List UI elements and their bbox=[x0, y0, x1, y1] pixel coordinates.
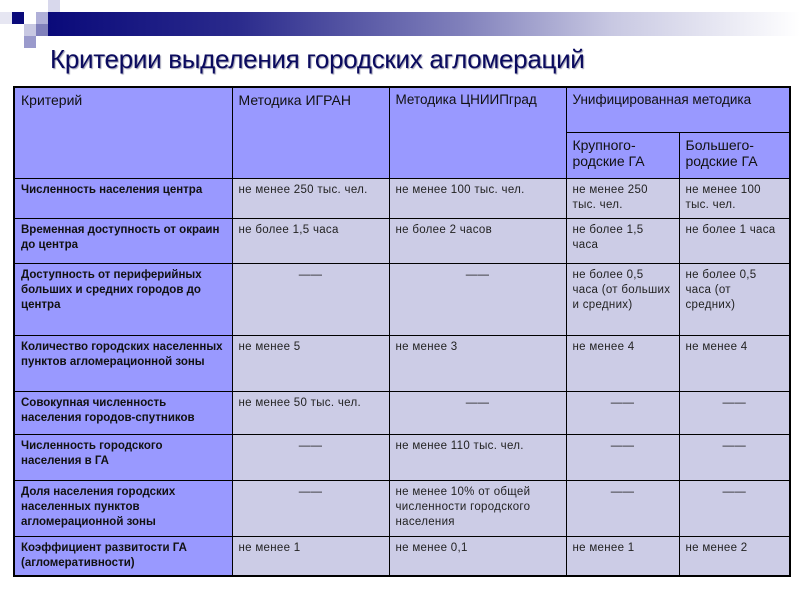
cell-igran: не менее 50 тыс. чел. bbox=[232, 391, 389, 434]
table-row bbox=[14, 335, 790, 391]
decor-square bbox=[0, 12, 12, 24]
cell-cniigrad: —— bbox=[389, 263, 566, 335]
header-largest-ga: Большего-родские ГА bbox=[679, 132, 790, 178]
cell-cniigrad: не менее 3 bbox=[389, 335, 566, 391]
cell-largest: не менее 2 bbox=[679, 536, 790, 576]
cell-cniigrad: не менее 100 тыс. чел. bbox=[389, 178, 566, 218]
cell-cniigrad: не менее 110 тыс. чел. bbox=[389, 434, 566, 480]
cell-igran: —— bbox=[232, 263, 389, 335]
header-criterion: Критерий bbox=[14, 87, 232, 178]
cell-igran: —— bbox=[232, 434, 389, 480]
cell-large: не менее 250 тыс. чел. bbox=[566, 178, 679, 218]
header-gradient-bar bbox=[48, 12, 800, 36]
header-large-ga: Крупного-родские ГА bbox=[566, 132, 679, 178]
cell-largest: не менее 100 тыс. чел. bbox=[679, 178, 790, 218]
cell-cniigrad: не более 2 часов bbox=[389, 218, 566, 263]
decor-square bbox=[24, 36, 36, 48]
cell-igran: не менее 250 тыс. чел. bbox=[232, 178, 389, 218]
cell-igran: не более 1,5 часа bbox=[232, 218, 389, 263]
header-unified: Унифицированная методика bbox=[566, 87, 790, 132]
cell-cniigrad: не менее 10% от общей численности городского населения bbox=[389, 480, 566, 536]
slide-title: Критерии выделения городских агломераций bbox=[50, 44, 585, 74]
table-row bbox=[14, 480, 790, 536]
table-row bbox=[14, 263, 790, 335]
cell-largest: —— bbox=[679, 434, 790, 480]
table-row bbox=[14, 178, 790, 218]
decor-square bbox=[36, 24, 48, 36]
cell-large: —— bbox=[566, 434, 679, 480]
row-criterion: Численность населения центра bbox=[14, 178, 232, 218]
cell-largest: —— bbox=[679, 391, 790, 434]
cell-large: не более 1,5 часа bbox=[566, 218, 679, 263]
header-igran: Методика ИГРАН bbox=[232, 87, 389, 178]
table-row bbox=[14, 434, 790, 480]
table-row bbox=[14, 391, 790, 434]
cell-large: не менее 4 bbox=[566, 335, 679, 391]
decor-square bbox=[24, 24, 36, 36]
row-criterion: Количество городских населенных пунктов агломерационной зоны bbox=[14, 335, 232, 391]
row-criterion: Совокупная численность населения городов-спутников bbox=[14, 391, 232, 434]
cell-large: не менее 1 bbox=[566, 536, 679, 576]
cell-large: не более 0,5 часа (от больших и средних) bbox=[566, 263, 679, 335]
cell-largest: не более 1 часа bbox=[679, 218, 790, 263]
row-criterion: Доступность от периферийных больших и средних городов до центра bbox=[14, 263, 232, 335]
header-cniigrad: Методика ЦНИИПград bbox=[389, 87, 566, 178]
cell-igran: не менее 1 bbox=[232, 536, 389, 576]
cell-cniigrad: не менее 0,1 bbox=[389, 536, 566, 576]
decor-square bbox=[48, 0, 60, 12]
decor-square bbox=[36, 12, 48, 24]
cell-cniigrad: —— bbox=[389, 391, 566, 434]
cell-large: —— bbox=[566, 480, 679, 536]
row-criterion: Коэффициент развитости ГА (агломеративности) bbox=[14, 536, 232, 576]
cell-largest: не менее 4 bbox=[679, 335, 790, 391]
criteria-table bbox=[13, 86, 791, 577]
cell-large: —— bbox=[566, 391, 679, 434]
row-criterion: Доля населения городских населенных пунктов агломерационной зоны bbox=[14, 480, 232, 536]
cell-largest: —— bbox=[679, 480, 790, 536]
table-row bbox=[14, 536, 790, 576]
cell-igran: —— bbox=[232, 480, 389, 536]
table-row bbox=[14, 218, 790, 263]
row-criterion: Временная доступность от окраин до центра bbox=[14, 218, 232, 263]
cell-igran: не менее 5 bbox=[232, 335, 389, 391]
row-criterion: Численность городского населения в ГА bbox=[14, 434, 232, 480]
decor-square bbox=[12, 12, 24, 24]
cell-largest: не более 0,5 часа (от средних) bbox=[679, 263, 790, 335]
